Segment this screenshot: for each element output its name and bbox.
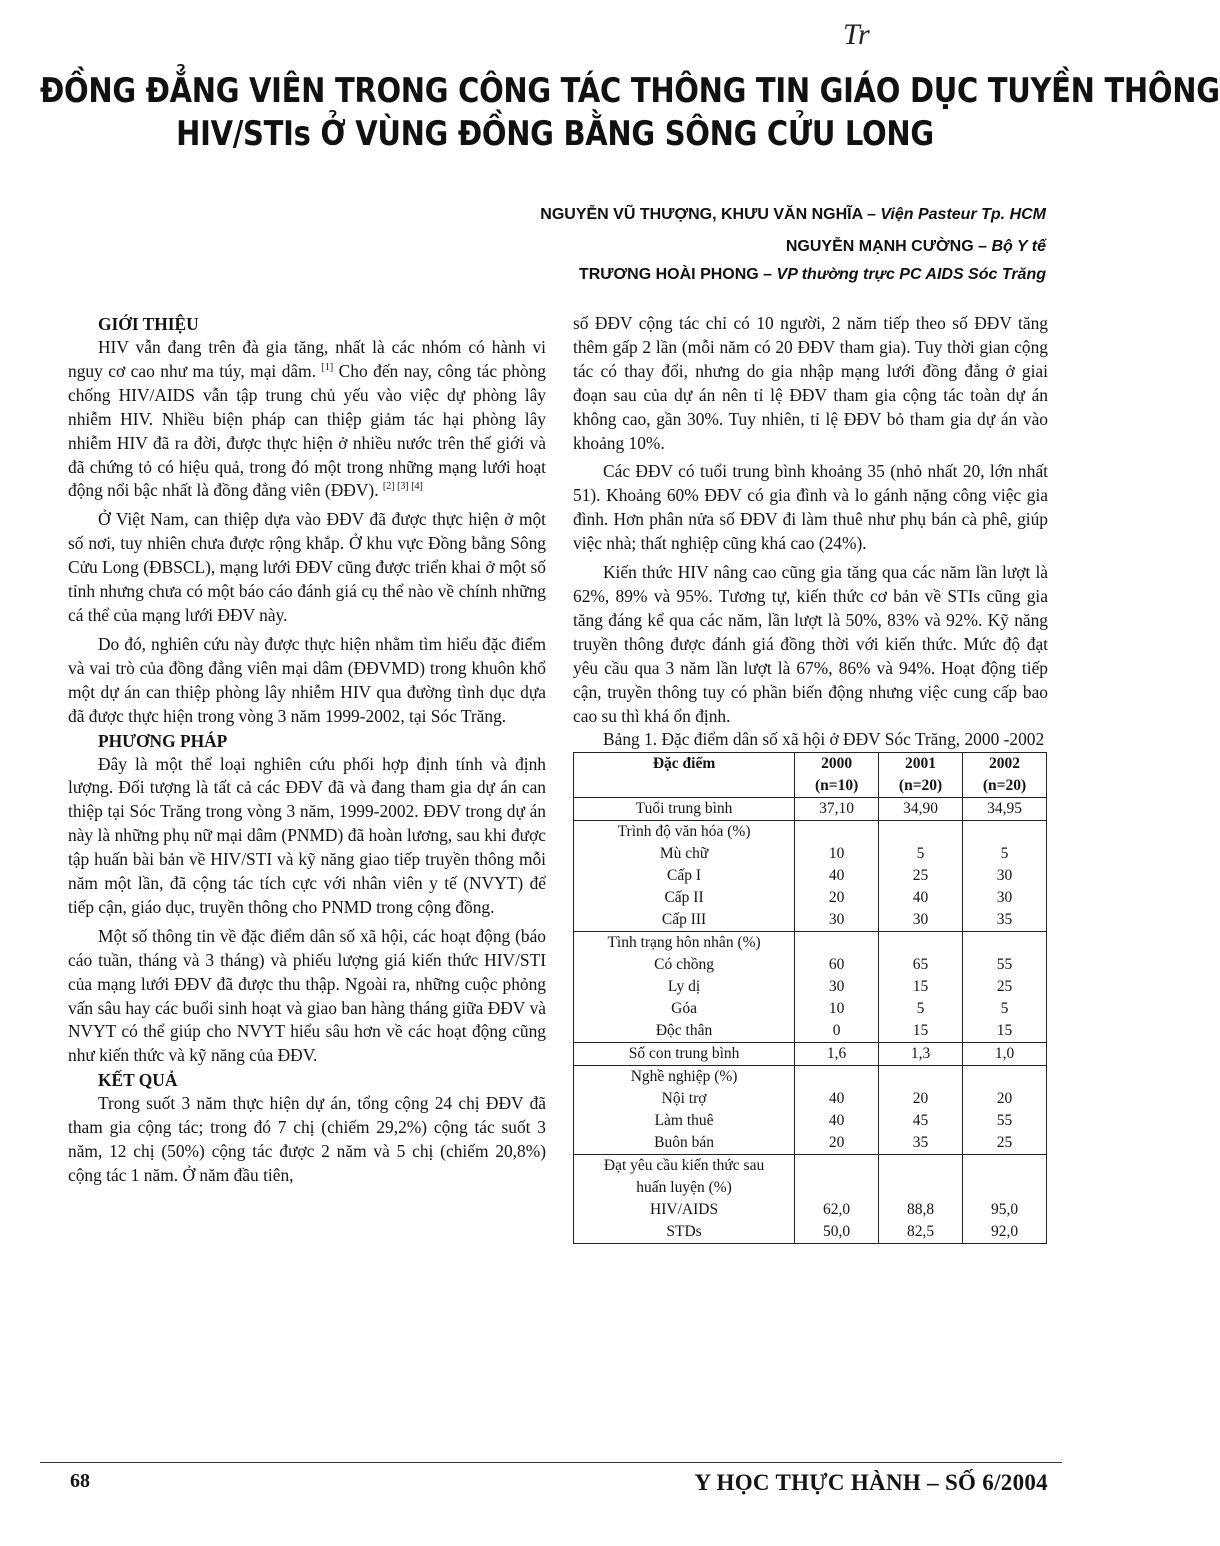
citation-ref: [1] <box>321 362 334 374</box>
results-paragraph-3: Các ĐĐV có tuổi trung bình khoảng 35 (nhỏ nhất 20, lớn nhất 51). Khoảng 60% ĐĐV có gia đình và lo gánh nặng công việc gia đình. Hơn phân nửa số ĐĐV đi làm thuê như phụ bán cà phê, giúp việc nhà; thất nghiệp cũng khá cao (24%). <box>573 461 1048 554</box>
results-paragraph-4: Kiến thức HIV nâng cao cũng gia tăng qua các năm lần lượt là 62%, 89% và 95%. Tương tự, kiến thức cơ bản về STIs cũng gia tăng đáng kể qua các năm, lần lượt là 50%, 83% và 92%. Kỹ năng truyền thông được đánh giá đồng thời với kiến thức. Mức độ đạt yêu cầu qua 3 năm lần lượt là 67%, 86% và 94%. Hoạt động tiếp cận, truyền thông tuy có phần biến động nhưng việc cung cấp bao cao su thì khá ổn định. <box>573 562 1048 726</box>
row-label: Làm thuê <box>574 1110 795 1132</box>
table-row <box>574 998 1047 1020</box>
row-label: Cấp II <box>574 887 795 909</box>
cell-2000: 40 <box>795 1110 879 1132</box>
table-group-title <box>574 1066 1047 1089</box>
cell-2002: 15 <box>963 1020 1047 1043</box>
cell-2000: 40 <box>795 1088 879 1110</box>
method-paragraph-1: Đây là một thể loại nghiên cứu phối hợp định tính và định lượng. Đối tượng là tất cả các ĐĐV đã và đang tham gia dự án can thiệp tại Sóc Trăng trong vòng 3 năm, 1999-2002. ĐĐV trong dự án này là những phụ nữ mại dâm (PNMD) đã hoàn lương, sau khi được tập huấn bài bản về HIV/STI và kỹ năng giao tiếp truyền thông mỗi năm một lần, đã cộng tác tích cực với nhân viên y tế (NVYT) để tiếp cận, giáo dục, truyền thông cho PNMD trong cộng đồng. <box>68 753 546 917</box>
table-row <box>574 954 1047 976</box>
cell-2002: 1,0 <box>963 1043 1047 1066</box>
intro-text-a: HIV vẫn đang trên đà gia tăng, nhất là các nhóm có hành vi nguy cơ cao như ma túy, mại dâm. <box>68 337 546 381</box>
header-characteristic: Đặc điểm <box>574 753 795 798</box>
cell-2000: 50,0 <box>795 1221 879 1244</box>
table-row <box>574 909 1047 932</box>
table-row <box>574 865 1047 887</box>
cell-2000: 10 <box>795 998 879 1020</box>
row-label: Buôn bán <box>574 1132 795 1155</box>
cell-2001: 5 <box>879 998 963 1020</box>
cell-2001: 45 <box>879 1110 963 1132</box>
cell-2000: 10 <box>795 843 879 865</box>
footer-divider <box>40 1462 1062 1463</box>
author-affiliation: Bộ Y tế <box>991 238 1046 255</box>
row-label: Cấp III <box>574 909 795 932</box>
results-paragraph-1: Trong suốt 3 năm thực hiện dự án, tổng cộng 24 chị ĐĐV đã tham gia cộng tác; trong đó 7 chị (chiếm 29,2%) cộng tác suốt 3 năm, 12 chị (50%) cộng tác được 2 năm và 5 chị (chiếm 20,8%) cộng tác 1 năm. Ở năm đầu tiên, <box>68 1093 546 1185</box>
author-line-1 <box>540 206 1046 224</box>
author-names: NGUYỄN VŨ THƯỢNG, KHƯU VĂN NGHĨA – <box>540 206 881 223</box>
author-affiliation: VP thường trực PC AIDS Sóc Trăng <box>776 266 1046 283</box>
cell-2002: 5 <box>963 998 1047 1020</box>
cell-2002: 5 <box>963 843 1047 865</box>
article-title-line-1: ĐỒNG ĐẲNG VIÊN TRONG CÔNG TÁC THÔNG TIN GIÁO DỤC TUYỀN THÔNG <box>40 70 1220 111</box>
cell-2001: 34,90 <box>879 798 963 821</box>
page-number: 68 <box>70 1470 90 1492</box>
handwritten-annotation: Tr <box>843 18 870 51</box>
table-group-title <box>574 932 1047 955</box>
author-line-3 <box>579 266 1046 284</box>
cell-2001: 20 <box>879 1088 963 1110</box>
row-label: HIV/AIDS <box>574 1199 795 1221</box>
author-names: TRƯƠNG HOÀI PHONG – <box>578 266 777 283</box>
table-group-title <box>574 1155 1047 1178</box>
table-caption: Bảng 1. Đặc điểm dân số xã hội ở ĐĐV Sóc Trăng, 2000 -2002 <box>603 729 1045 750</box>
left-column <box>68 312 546 1188</box>
table-row <box>574 1020 1047 1043</box>
cell-2002: 92,0 <box>963 1221 1047 1244</box>
table-row <box>574 1043 1047 1066</box>
table-row <box>574 887 1047 909</box>
right-column <box>573 312 1048 1244</box>
cell-2000: 30 <box>795 976 879 998</box>
cell-2001: 5 <box>879 843 963 865</box>
cell-2001: 82,5 <box>879 1221 963 1244</box>
row-label: Số con trung bình <box>574 1043 795 1066</box>
section-heading-method: PHƯƠNG PHÁP <box>98 730 228 751</box>
cell-2000: 60 <box>795 954 879 976</box>
table-header-row <box>574 753 1047 798</box>
row-label: Tuổi trung bình <box>574 798 795 821</box>
cell-2002: 55 <box>963 954 1047 976</box>
cell-2002: 95,0 <box>963 1199 1047 1221</box>
table-group-title <box>574 821 1047 844</box>
demographics-table <box>573 752 1047 1244</box>
row-label: Nội trợ <box>574 1088 795 1110</box>
cell-2000: 1,6 <box>795 1043 879 1066</box>
cell-2000: 37,10 <box>795 798 879 821</box>
cell-2001: 15 <box>879 976 963 998</box>
group-label: huấn luyện (%) <box>574 1177 795 1199</box>
cell-2002: 30 <box>963 865 1047 887</box>
cell-2002: 30 <box>963 887 1047 909</box>
intro-text-b: Cho đến nay, công tác phòng chống HIV/AIDS vẫn tập trung chủ yếu vào việc dự phòng lây nhiễm HIV. Nhiều biện pháp can thiệp giảm tác hại phòng lây nhiễm HIV đã ra đời, được thực hiện ở nhiều nước trên thế giới và đã chứng tỏ có hiệu quả, trong đó một trong những mạng lưới hoạt động nổi bậc nhất là đồng đẳng viên (ĐĐV). <box>68 360 546 501</box>
intro-paragraph-2: Ở Việt Nam, can thiệp dựa vào ĐĐV đã được thực hiện ở một số nơi, tuy nhiên chưa được rộng khắp. Ở khu vực Đồng bằng Sông Cửu Long (ĐBSCL), mạng lưới ĐĐV cũng được triển khai ở một số tỉnh nhưng chưa có một báo cáo đánh giá cụ thể nào về chính những cá thể của mạng lưới ĐĐV này. <box>68 509 546 625</box>
group-label: Trình độ văn hóa (%) <box>574 821 795 844</box>
cell-2001: 35 <box>879 1132 963 1155</box>
cell-2000: 30 <box>795 909 879 932</box>
group-label: Đạt yêu cầu kiến thức sau <box>574 1155 795 1178</box>
cell-2001: 88,8 <box>879 1199 963 1221</box>
cell-2000: 62,0 <box>795 1199 879 1221</box>
table-row <box>574 1110 1047 1132</box>
cell-2000: 40 <box>795 865 879 887</box>
table-row <box>574 1088 1047 1110</box>
journal-name: Y HỌC THỰC HÀNH – SỐ 6/2004 <box>694 1470 1048 1495</box>
row-label: Cấp I <box>574 865 795 887</box>
article-title-line-2: HIV/STIs Ở VÙNG ĐỒNG BẰNG SÔNG CỬU LONG <box>176 113 934 154</box>
row-label: Độc thân <box>574 1020 795 1043</box>
author-names: NGUYỄN MẠNH CƯỜNG – <box>785 238 992 255</box>
cell-2001: 40 <box>879 887 963 909</box>
row-label: Ly dị <box>574 976 795 998</box>
citation-ref: [2] [3] [4] <box>382 481 423 493</box>
cell-2001: 65 <box>879 954 963 976</box>
table-row <box>574 1132 1047 1155</box>
group-label: Nghề nghiệp (%) <box>574 1066 795 1089</box>
results-paragraph-2: số ĐĐV cộng tác chỉ có 10 người, 2 năm tiếp theo số ĐĐV tăng thêm gấp 2 lần (mỗi năm có 20 ĐĐV tham gia). Tuy thời gian cộng tác có thay đổi, nhưng do gia nhập mạng lưới đồng đẳng ở giai đoạn sau của dự án nên tỉ lệ ĐĐV tham gia cộng tác toàn dự án không cao, gần 30%. Tuy nhiên, tỉ lệ ĐĐV bỏ tham gia dự án vào khoảng 10%. <box>573 313 1048 453</box>
group-label: Tình trạng hôn nhân (%) <box>574 932 795 955</box>
table-row <box>574 1221 1047 1244</box>
table-row <box>574 798 1047 821</box>
header-n: (n=10) <box>814 777 859 795</box>
cell-2002: 34,95 <box>963 798 1047 821</box>
cell-2002: 25 <box>963 976 1047 998</box>
intro-paragraph-1 <box>68 336 546 503</box>
cell-2002: 55 <box>963 1110 1047 1132</box>
table-row <box>574 1199 1047 1221</box>
cell-2001: 1,3 <box>879 1043 963 1066</box>
author-affiliation: Viện Pasteur Tp. HCM <box>880 206 1046 223</box>
cell-2000: 20 <box>795 1132 879 1155</box>
header-year: 2001 <box>905 755 937 773</box>
cell-2001: 25 <box>879 865 963 887</box>
row-label: Mù chữ <box>574 843 795 865</box>
row-label: Có chồng <box>574 954 795 976</box>
intro-paragraph-3: Do đó, nghiên cứu này được thực hiện nhằm tìm hiểu đặc điểm và vai trò của đồng đẳng viên mại dâm (ĐĐVMD) trong khuôn khổ một dự án can thiệp phòng lây nhiễm HIV qua đường tình dục dựa đã được thực hiện trong vòng 3 năm 1999-2002, tại Sóc Trăng. <box>68 633 546 726</box>
header-2001 <box>879 753 963 798</box>
author-line-2 <box>786 238 1046 256</box>
cell-2000: 20 <box>795 887 879 909</box>
cell-2002: 20 <box>963 1088 1047 1110</box>
row-label: STDs <box>574 1221 795 1244</box>
header-2002 <box>963 753 1047 798</box>
header-n: (n=20) <box>898 777 943 795</box>
cell-2001: 15 <box>879 1020 963 1043</box>
method-paragraph-2: Một số thông tin về đặc điểm dân số xã hội, các hoạt động (báo cáo tuần, tháng và 3 tháng) và phiếu lượng giá kiến thức HIV/STI của mạng lưới ĐĐV đã được thu thập. Ngoài ra, những cuộc phỏng vấn sâu hay các buổi sinh hoạt và giao ban hàng tháng giữa ĐĐV và NVYT có thể giúp cho NVYT hiểu sâu hơn về các hoạt động cũng như kiến thức và kỹ năng của ĐĐV. <box>68 925 546 1066</box>
cell-2002: 25 <box>963 1132 1047 1155</box>
cell-2002: 35 <box>963 909 1047 932</box>
section-heading-results: KẾT QUẢ <box>98 1070 178 1091</box>
section-heading-introduction: GIỚI THIỆU <box>98 314 199 334</box>
table-row <box>574 976 1047 998</box>
header-n: (n=20) <box>982 777 1027 795</box>
table-row <box>574 843 1047 865</box>
header-year: 2000 <box>821 755 853 773</box>
row-label: Góa <box>574 998 795 1020</box>
header-year: 2002 <box>989 755 1021 773</box>
header-2000 <box>795 753 879 798</box>
cell-2000: 0 <box>795 1020 879 1043</box>
table-group-title <box>574 1177 1047 1199</box>
cell-2001: 30 <box>879 909 963 932</box>
